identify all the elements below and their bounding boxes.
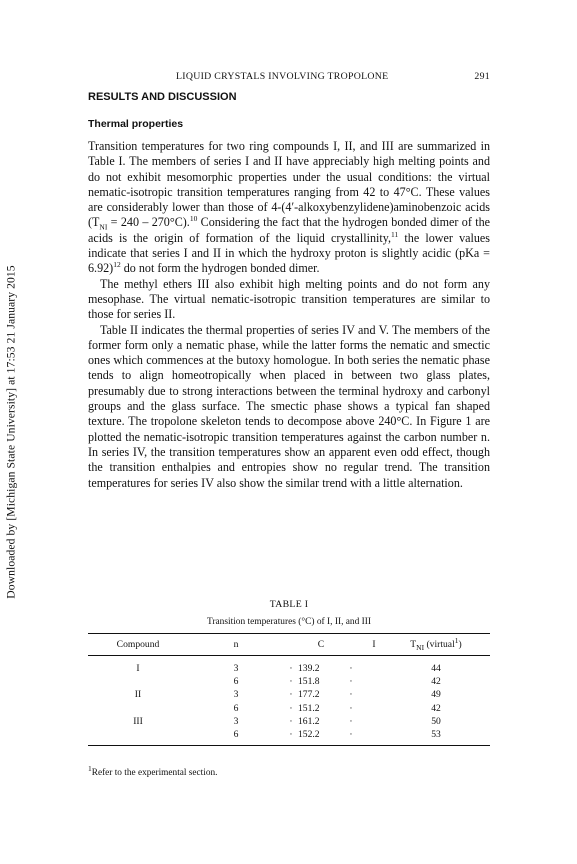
- download-watermark: [2, 0, 20, 864]
- cell-n: 3: [233, 715, 239, 727]
- table-row: [88, 656, 490, 676]
- cell-t: 42: [431, 702, 441, 714]
- cell-n: 3: [233, 689, 239, 701]
- table-row: [88, 675, 490, 688]
- cell-dot-i: ·: [349, 676, 353, 688]
- cell-i: [358, 688, 390, 701]
- cell-n: 6: [233, 702, 239, 714]
- running-head-title: LIQUID CRYSTALS INVOLVING TROPOLONE: [176, 71, 389, 82]
- header-spacer-2: [344, 634, 358, 656]
- section-heading: RESULTS AND DISCUSSION: [88, 91, 237, 103]
- cell-dot-c: ·: [289, 729, 293, 741]
- footnote-mark: 1: [88, 763, 92, 773]
- cell-c: 161.2: [298, 715, 320, 727]
- cell-c: 139.2: [298, 663, 320, 675]
- header-t-virtual: [390, 634, 490, 656]
- cell-dot-c: ·: [289, 715, 293, 727]
- table-row: [88, 688, 490, 701]
- cell-c: 151.2: [298, 702, 320, 714]
- cell-i: [358, 728, 390, 746]
- header-t-close: ): [458, 639, 462, 650]
- table-label: TABLE I: [269, 599, 309, 610]
- subsection-heading: Thermal properties: [88, 118, 184, 130]
- cell-i: [358, 702, 390, 715]
- paragraph-2: The methyl ethers III also exhibit high melting points and do not form any mesophase. The virtual nematic-isotropic transition temperatures are similar to those for series II.: [88, 276, 490, 322]
- cell-i: [358, 656, 390, 676]
- citation-11: 11: [391, 229, 399, 239]
- cell-c: 151.8: [298, 676, 320, 688]
- cell-i: [358, 715, 390, 728]
- cell-t: 42: [431, 676, 441, 688]
- cell-dot-c: ·: [289, 676, 293, 688]
- p1-subscript: NI: [99, 222, 108, 232]
- body-text: [88, 139, 490, 491]
- p1-text-d: the lower values indicate that series I and II in which the hydroxy proton is slightly acidic (pKa = 6.92): [88, 230, 490, 276]
- cell-n: 6: [233, 729, 239, 741]
- cell-dot-i: ·: [349, 702, 353, 714]
- cell-t: 53: [431, 729, 441, 741]
- cell-i: [358, 675, 390, 688]
- cell-compound: [88, 702, 188, 715]
- table-caption: Transition temperatures (°C) of I, II, and III: [206, 617, 372, 627]
- cell-c: 152.2: [298, 729, 320, 741]
- cell-dot-i: ·: [349, 729, 353, 741]
- header-compound: Compound: [116, 639, 160, 650]
- header-n: n: [233, 639, 239, 650]
- table-row: [88, 715, 490, 728]
- cell-compound: [88, 728, 188, 746]
- table-row: [88, 702, 490, 715]
- header-t-footnote-mark: 1: [454, 635, 459, 645]
- cell-t: 50: [431, 715, 441, 727]
- cell-dot-i: ·: [349, 715, 353, 727]
- download-watermark-text: Downloaded by [Michigan State University] at 17:53 21 January 2015: [4, 265, 18, 599]
- table-footnote: [88, 763, 218, 778]
- citation-10: 10: [189, 214, 198, 224]
- p1-text-e: do not form the hydrogen bonded dimer.: [120, 261, 320, 276]
- cell-dot-i: ·: [349, 663, 353, 675]
- cell-dot-c: ·: [289, 702, 293, 714]
- header-t-sub: NI: [416, 642, 425, 652]
- p1-text-c: Considering the fact that the hydrogen bonded dimer of the acids is the origin of formation of the liquid crystallinity,: [88, 215, 490, 245]
- page-number: 291: [474, 71, 490, 82]
- p1-text-a: Transition temperatures for two ring compounds I, II, and III are summarized in Table I. The members of series I and II have appreciably high melting points and do not exhibit mesomorphic properties under the usual conditions: the virtual nematic-isotropic transition temperatures ranging from 42 to 47°C. These values are considerably lower than those of 4-(4′-alkoxybenzylidene)aminobenzoic acids (T: [88, 139, 490, 230]
- paragraph-3: Table II indicates the thermal properties of series IV and V. The members of the former form only a nematic phase, while the latter forms the nematic and smectic ones which commences at the butoxy homologue. In both series the nematic phase tends to align homeotropically when placed in between two glass plates, presumably due to strong interactions between the terminal hydroxy and carbonyl groups and the glass surface. The smectic phase shows a typical fan shaped texture. The tropolone skeleton tends to decompose above 240°C. In Figure 1 are plotted the nematic-isotropic transition temperatures against the carbon number n. In series IV, the transition temperatures show an apparent even odd effect, though the transition enthalpies and entropies show no regular trend. The transition temperatures for series IV also show the similar trend with a little alternation.: [88, 322, 490, 490]
- citation-12: 12: [113, 260, 121, 270]
- cell-dot-i: ·: [349, 689, 353, 701]
- table-header-row: [88, 634, 490, 656]
- cell-t: 49: [431, 689, 441, 701]
- header-t-main: T: [410, 639, 417, 650]
- cell-t: 44: [431, 663, 441, 675]
- cell-c: 177.2: [298, 689, 320, 701]
- footnote-text: Refer to the experimental section.: [91, 768, 218, 778]
- table-row: [88, 728, 490, 746]
- cell-dot-c: ·: [289, 663, 293, 675]
- header-t-rest: (virtual: [424, 639, 455, 650]
- header-c: C: [317, 639, 325, 650]
- header-i: I: [372, 639, 376, 650]
- cell-compound: II: [134, 689, 142, 701]
- cell-n: 6: [233, 676, 239, 688]
- cell-compound: III: [133, 715, 143, 727]
- cell-compound: I: [136, 663, 140, 675]
- cell-compound: [88, 675, 188, 688]
- paragraph-1: [88, 139, 490, 277]
- header-spacer-1: [284, 634, 298, 656]
- transition-table: [88, 633, 490, 746]
- p1-text-b: = 240 – 270°C).: [107, 215, 190, 230]
- cell-dot-c: ·: [289, 689, 293, 701]
- cell-n: 3: [233, 663, 239, 675]
